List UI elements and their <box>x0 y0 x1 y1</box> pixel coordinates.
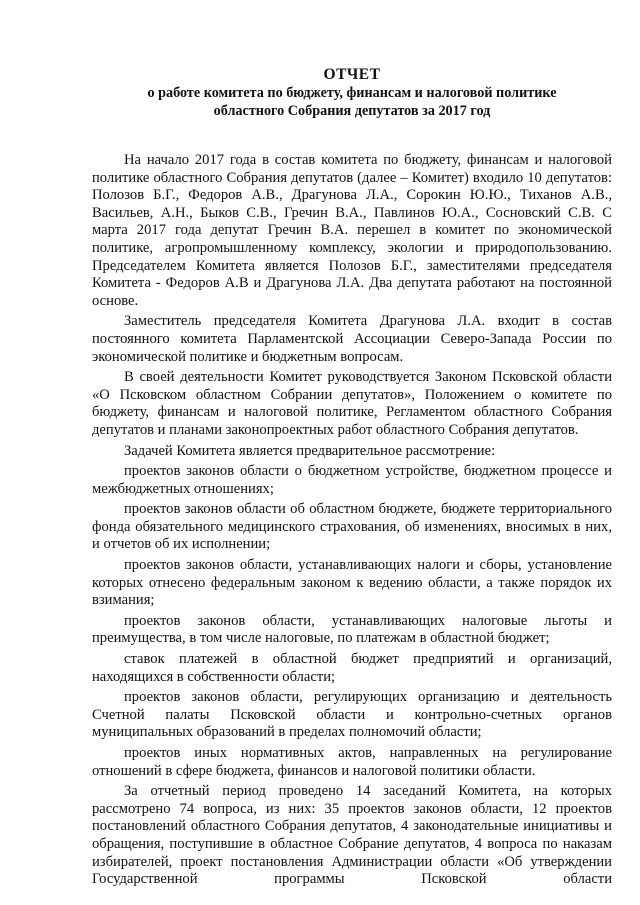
task-item-audit-chamber: проектов законов области, регулирующих организацию и деятельность Счетной палаты Псковской области и контрольно-счетных органов муниципальных образований в пределах полномочий области; <box>92 689 612 741</box>
task-item-taxes-fees: проектов законов области, устанавливающих налоги и сборы, установление которых отнесено федеральным законом к ведению области, а также порядок их взимания; <box>92 557 612 609</box>
paragraph-committee-composition: На начало 2017 года в состав комитета по бюджету, финансам и налоговой политике областного Собрания депутатов (далее – Комитет) входило 10 депутатов: Полозов Б.Г., Федоров А.В., Драгунова Л.А., Сорокин Ю.Ю., Тиханов А.В., Васильев, А.Н., Быков С.В., Гречин В.А., Павлинов Ю.А., Сосновский С.В. С марта 2017 года депутат Гречин В.А. перешел в комитет по экономической политике, агропромышленному комплексу, экологии и природопользованию. Председателем Комитета является Полозов Б.Г., заместителями председателя Комитета - Федоров А.В и Драгунова Л.А. Два депутата работают на постоянной основе. <box>92 152 612 309</box>
task-item-regional-budget: проектов законов области об областном бюджете, бюджете территориального фонда обязательного медицинского страхования, об изменениях, вносимых в них, и отчетов об их исполнении; <box>92 501 612 553</box>
task-item-budget-structure: проектов законов области о бюджетном устройстве, бюджетном процессе и межбюджетных отношениях; <box>92 463 612 497</box>
task-item-tax-benefits: проектов законов области, устанавливающих налоговые льготы и преимущества, в том числе налоговые, по платежам в областной бюджет; <box>92 612 612 647</box>
paragraph-association-membership: Заместитель председателя Комитета Драгунова Л.А. входит в состав постоянного комитета Парламентской Ассоциации Северо-Запада России по экономической политике и бюджетным вопросам. <box>92 313 612 365</box>
report-title: ОТЧЕТ <box>323 66 381 83</box>
paragraph-tasks-intro: Задачей Комитета является предварительное рассмотрение: <box>124 442 496 459</box>
report-subtitle-line-1: о работе комитета по бюджету, финансам и налоговой политике <box>147 85 557 101</box>
report-subtitle-line-2: областного Собрания депутатов за 2017 год <box>213 102 491 119</box>
report-body <box>92 152 612 889</box>
paragraph-legal-basis: В своей деятельности Комитет руководствуется Законом Псковской области «О Псковском областном Собрании депутатов», Положением о комитете по бюджету, финансам и налоговой политике, Регламентом областного Собрания депутатов и планами законопроектных работ областного Собрания депутатов. <box>92 369 612 438</box>
paragraph-reporting-period: За отчетный период проведено 14 заседаний Комитета, на которых рассмотрено 74 вопроса, из них: 35 проектов законов области, 12 проектов постановлений областного Собрания депутатов, 4 законодательные инициативы и обращения, поступившие в областное Собрание депутатов, 4 вопроса по наказам избирателей, проект постановления Администрации области «Об утверждении Государственной программы Псковской области <box>92 783 612 888</box>
task-item-other-acts: проектов иных нормативных актов, направленных на регулирование отношений в сфере бюджета, финансов и налоговой политики области. <box>92 745 612 779</box>
task-item-payment-rates: ставок платежей в областной бюджет предприятий и организаций, находящихся в собственности области; <box>92 651 612 685</box>
